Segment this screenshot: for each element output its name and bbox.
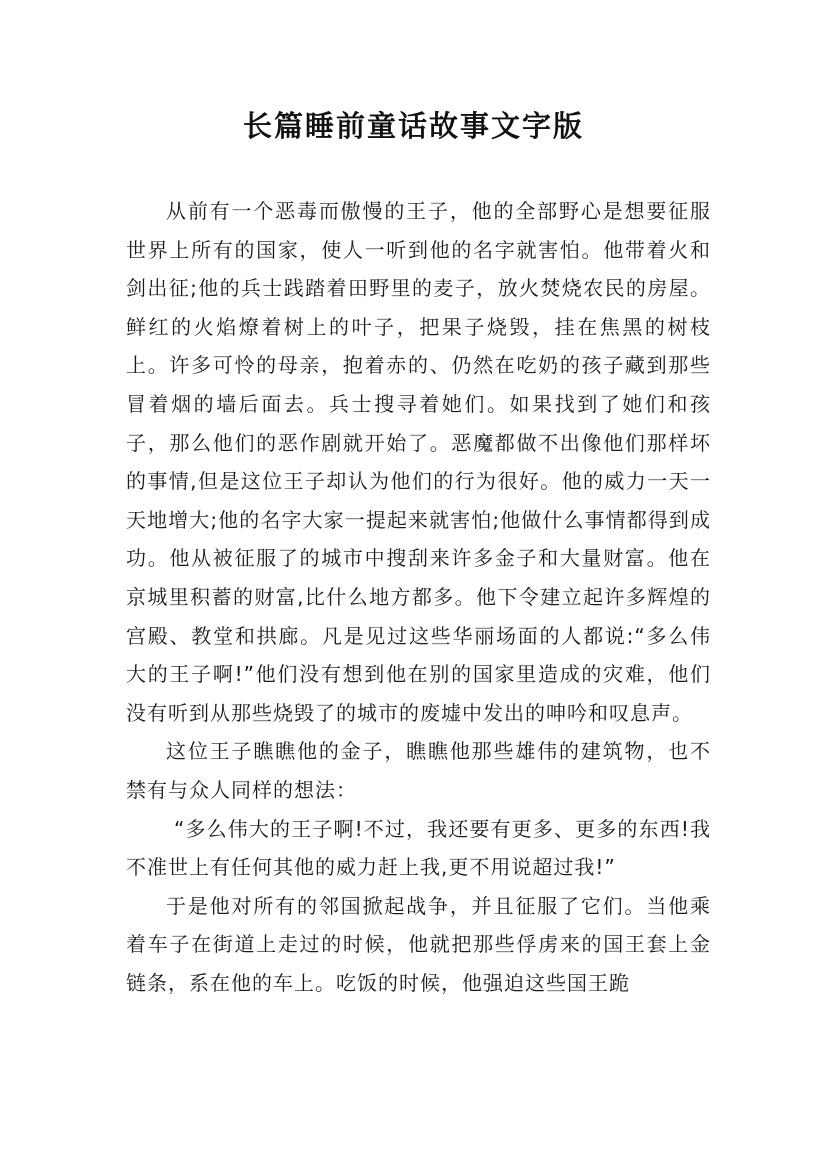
document-body — [126, 192, 711, 1002]
paragraph-4: 于是他对所有的邻国掀起战争，并且征服了它们。当他乘着车子在街道上走过的时候，他就把那些俘虏来的国王套上金链条，系在他的车上。吃饭的时候，他强迫这些国王跪 — [126, 893, 711, 995]
paragraph-1: 从前有一个恶毒而傲慢的王子，他的全部野心是想要征服世界上所有的国家，使人一听到他的名字就害怕。他带着火和剑出征;他的兵士践踏着田野里的麦子，放火焚烧农民的房屋。鲜红的火焰燎着树上的叶子，把果子烧毁，挂在焦黑的树枝上。许多可怜的母亲，抱着赤的、仍然在吃奶的孩子藏到那些冒着烟的墙后面去。兵士搜寻着她们。如果找到了她们和孩子，那么他们的恶作剧就开始了。恶魔都做不出像他们那样坏的事情,但是这位王子却认为他们的行为很好。他的威力一天一天地增大;他的名字大家一提起来就害怕;他做什么事情都得到成功。他从被征服了的城市中搜刮来许多金子和大量财富。他在京城里积蓄的财富,比什么地方都多。他下令建立起许多辉煌的宫殿、教堂和拱廊。凡是见过这些华丽场面的人都说:“多么伟大的王子啊!”他们没有想到他在别的国家里造成的灾难，他们没有听到从那些烧毁了的城市的废墟中发出的呻吟和叹息声。 — [126, 199, 711, 725]
document-title: 长篇睡前童话故事文字版 — [242, 109, 584, 143]
paragraph-2: 这位王子瞧瞧他的金子，瞧瞧他那些雄伟的建筑物，也不禁有与众人同样的想法： — [126, 739, 711, 802]
paragraph-3-quote: “多么伟大的王子啊!不过，我还要有更多、更多的东西!我不准世上有任何其他的威力赶上我,更不用说超过我!” — [126, 816, 711, 880]
